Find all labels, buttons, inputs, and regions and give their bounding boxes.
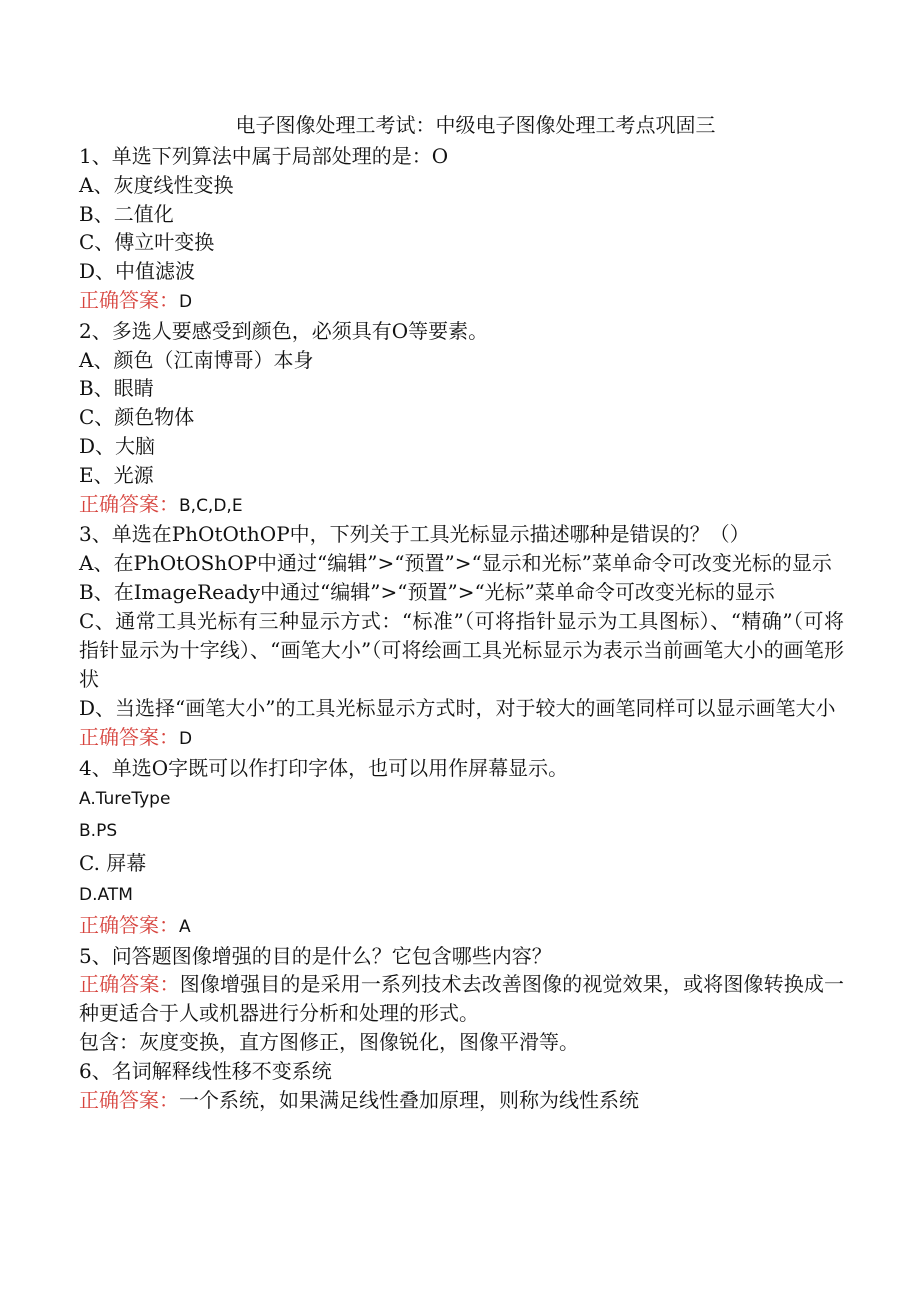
option-b: B、二值化 [79, 201, 174, 226]
answer-value: B,C,D,E [179, 495, 243, 516]
page-title: 电子图像处理工考试：中级电子图像处理工考点巩固三 [235, 113, 716, 137]
option-a: A、灰度线性变换 [79, 172, 234, 197]
answer-value: D [179, 291, 193, 312]
option-d: D、当选择“画笔大小”的工具光标显示方式时，对于较大的画笔同样可以显示画笔大小 [79, 696, 836, 721]
question-2 [79, 317, 844, 521]
option-a: A.TureType [79, 788, 171, 809]
answer-line [79, 286, 844, 317]
question-stem: 4、单选O字既可以作打印字体，也可以用作屏幕显示。 [79, 755, 569, 780]
question-6 [79, 1057, 844, 1115]
answer-label: 正确答案： [79, 912, 179, 937]
option-c: C、傅立叶变换 [79, 230, 215, 255]
answer-label: 正确答案： [79, 491, 179, 516]
answer-value: D [179, 729, 193, 750]
answer-line [79, 723, 844, 754]
option-c: C. 屏幕 [79, 850, 147, 875]
answer-value: 图像增强目的是采用一系列技术去改善图像的视觉效果，或将图像转换成一种更适合于人或机器进行分析和处理的形式。 [79, 972, 845, 1026]
option-c: C、颜色物体 [79, 405, 195, 430]
answer-extra: 包含：灰度变换，直方图修正，图像锐化，图像平滑等。 [79, 1030, 579, 1055]
question-stem: 5、问答题图像增强的目的是什么？它包含哪些内容？ [79, 943, 552, 968]
option-e: E、光源 [79, 462, 154, 487]
question-4 [79, 754, 844, 942]
option-a: A、颜色（江南博哥）本身 [79, 347, 314, 372]
option-c: C、通常工具光标有三种显示方式：“标准”（可将指针显示为工具图标）、“精确”（可将指针显示为十字线）、“画笔大小”（可将绘画工具光标显示为表示当前画笔大小的画笔形状 [79, 609, 844, 692]
question-5 [79, 942, 844, 1058]
question-1 [79, 142, 844, 317]
question-stem: 6、名词解释线性移不变系统 [79, 1059, 332, 1084]
answer-value: A [179, 916, 191, 937]
answer-line [79, 1086, 844, 1115]
document-content [79, 108, 844, 1115]
answer-line [79, 490, 844, 521]
question-stem: 2、多选人要感受到颜色，必须具有O等要素。 [79, 318, 489, 343]
answer-label: 正确答案： [79, 1087, 179, 1112]
answer-block [79, 970, 844, 1028]
answer-label: 正确答案： [79, 725, 179, 750]
question-3 [79, 520, 844, 754]
question-stem: 1、单选下列算法中属于局部处理的是：O [79, 144, 449, 168]
answer-value: 一个系统，如果满足线性叠加原理，则称为线性系统 [179, 1087, 639, 1112]
option-d: D、大脑 [79, 433, 156, 458]
option-b: B.PS [79, 820, 118, 841]
answer-label: 正确答案： [79, 287, 179, 312]
option-d: D.ATM [79, 884, 133, 905]
answer-line [79, 911, 844, 942]
option-d: D、中值滤波 [79, 259, 196, 284]
question-stem: 3、单选在PhOtOthOP中，下列关于工具光标显示描述哪种是错误的？（） [79, 522, 750, 547]
option-b: B、在ImageReady中通过“编辑”>“预置”>“光标”菜单命令可改变光标的显示 [79, 580, 775, 605]
option-a: A、在PhOtOShOP中通过“编辑”>“预置”>“显示和光标”菜单命令可改变光标的显示 [79, 551, 832, 576]
option-b: B、眼睛 [79, 376, 154, 401]
answer-label: 正确答案： [79, 972, 180, 997]
